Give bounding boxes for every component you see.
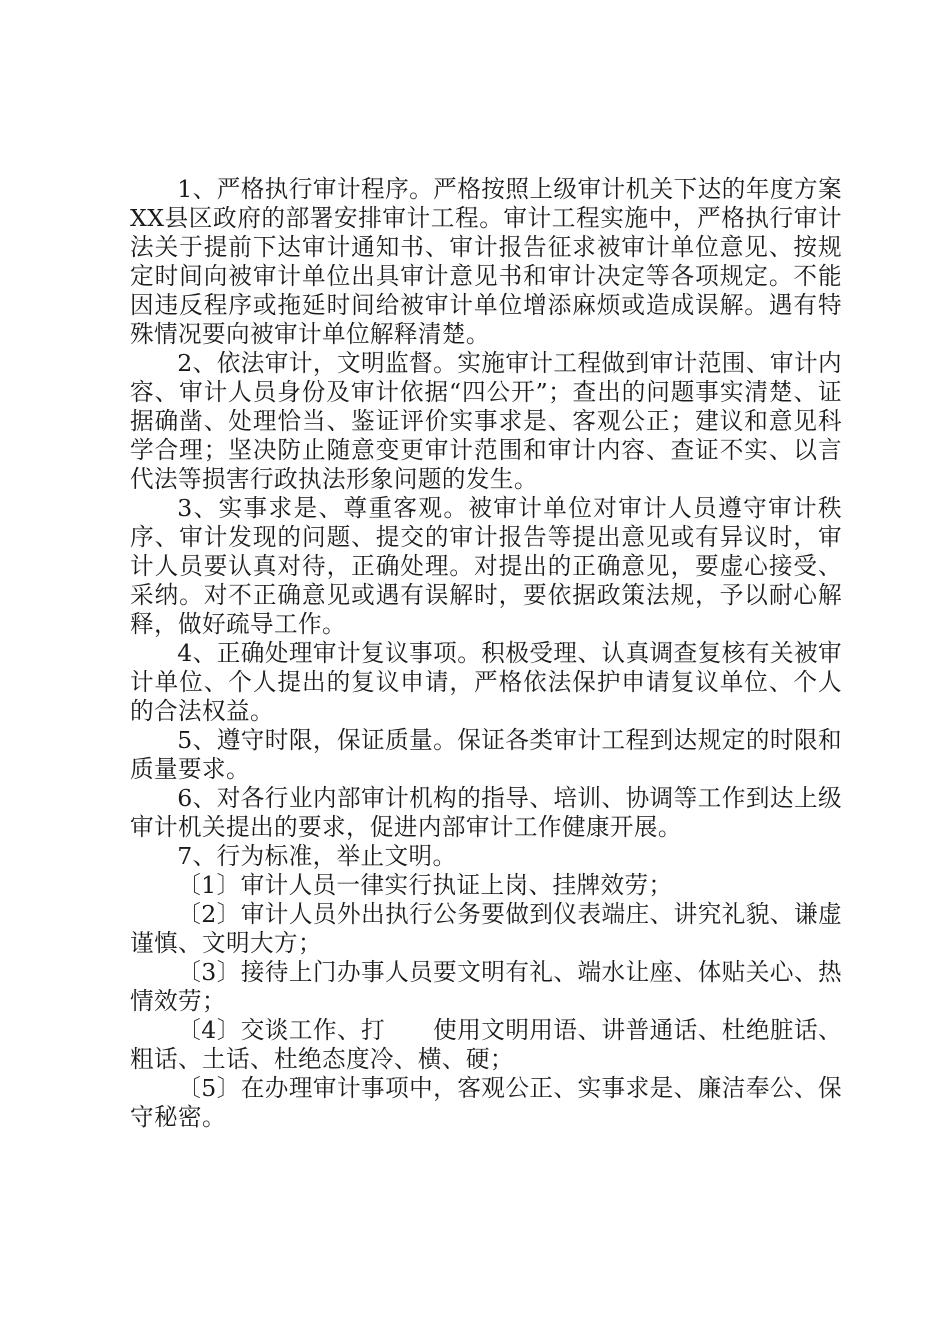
paragraph-5: 5、遵守时限，保证质量。保证各类审计工程到达规定的时限和质量要求。 (130, 726, 842, 783)
paragraph-1: 1、严格执行审计程序。严格按照上级审计机关下达的年度方案XX县区政府的部署安排审计工程。审计工程实施中，严格执行审计法关于提前下达审计通知书、审计报告征求被审计单位意见、按规定时间向被审计单位出具审计意见书和审计决定等各项规定。不能因违反程序或拖延时间给被审计单位增添麻烦或造成误解。遇有特殊情况要向被审计单位解释清楚。 (130, 175, 842, 348)
sub-item-3: 〔3〕接待上门办事人员要文明有礼、端水让座、体贴关心、热情效劳； (130, 958, 842, 1015)
sub-item-2: 〔2〕审计人员外出执行公务要做到仪表端庄、讲究礼貌、谦虚谨慎、文明大方； (130, 900, 842, 957)
paragraph-6: 6、对各行业内部审计机构的指导、培训、协调等工作到达上级审计机关提出的要求，促进内部审计工作健康开展。 (130, 784, 842, 841)
sub-item-4: 〔4〕交谈工作、打 使用文明用语、讲普通话、杜绝脏话、粗话、土话、杜绝态度冷、横、硬； (130, 1016, 842, 1073)
sub-item-5: 〔5〕在办理审计事项中，客观公正、实事求是、廉洁奉公、保守秘密。 (130, 1074, 842, 1131)
sub-item-1: 〔1〕审计人员一律实行执证上岗、挂牌效劳； (177, 871, 673, 899)
paragraph-3: 3、实事求是、尊重客观。被审计单位对审计人员遵守审计秩序、审计发现的问题、提交的审计报告等提出意见或有异议时，审计人员要认真对待，正确处理。对提出的正确意见，要虚心接受、采纳。对不正确意见或遇有误解时，要依据政策法规，予以耐心解释，做好疏导工作。 (130, 494, 842, 638)
paragraph-2: 2、依法审计，文明监督。实施审计工程做到审计范围、审计内容、审计人员身份及审计依据“四公开”；查出的问题事实清楚、证据确凿、处理恰当、鉴证评价实事求是、客观公正；建议和意见科学合理；坚决防止随意变更审计范围和审计内容、查证不实、以言代法等损害行政执法形象问题的发生。 (130, 349, 842, 493)
paragraph-7: 7、行为标准，举止文明。 (177, 842, 457, 870)
paragraph-4: 4、正确处理审计复议事项。积极受理、认真调查复核有关被审计单位、个人提出的复议申请，严格依法保护申请复议单位、个人的合法权益。 (130, 639, 842, 725)
document-body (130, 175, 842, 1132)
